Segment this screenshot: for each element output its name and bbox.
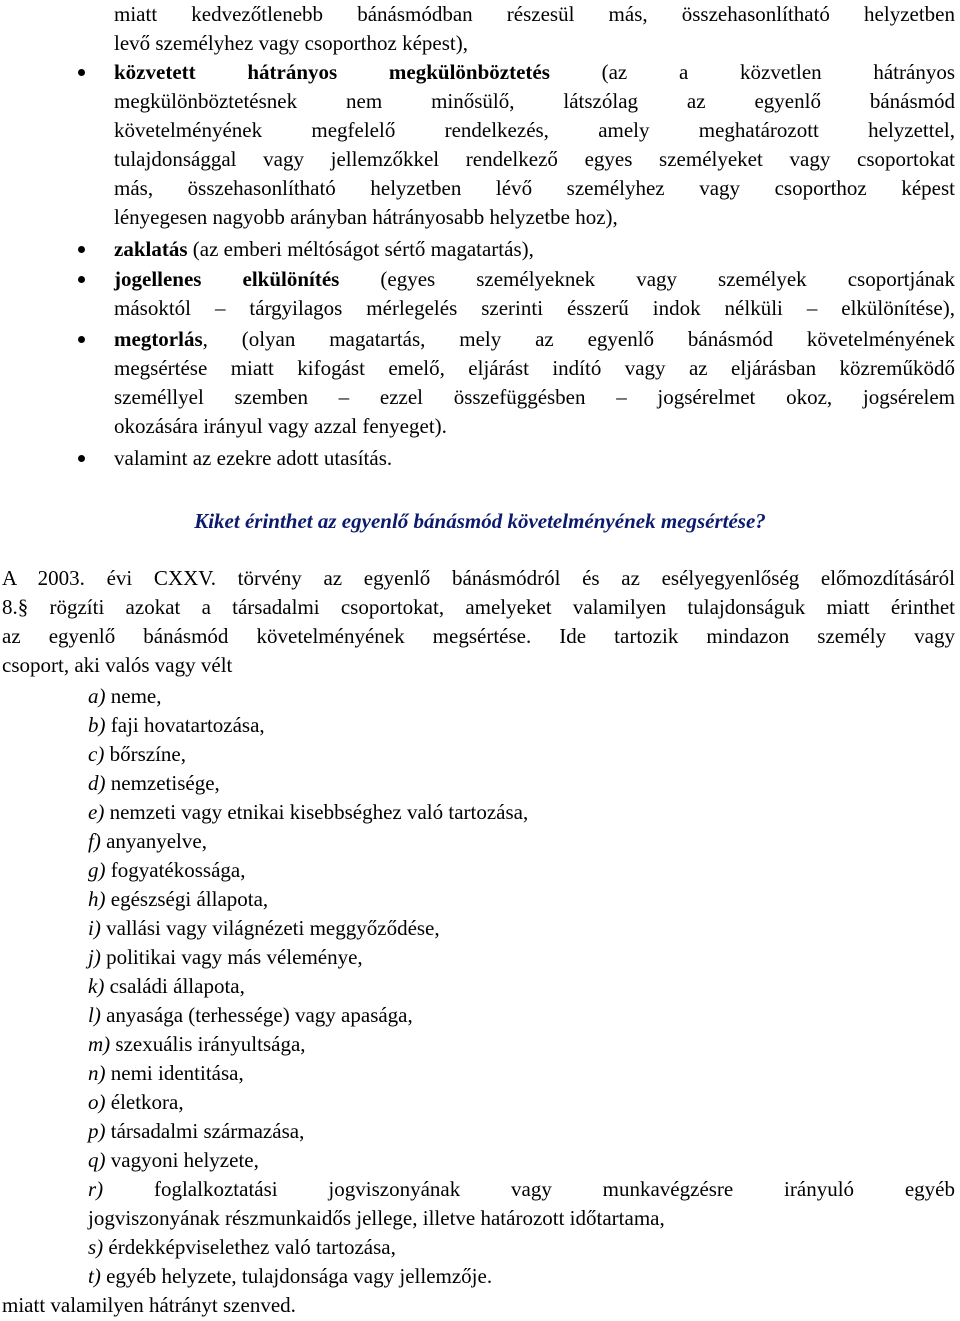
list-item <box>88 682 161 711</box>
list-text: vagyoni helyzete, <box>105 1148 259 1172</box>
bullet-text-line: személlyel szemben – ezzel összefüggésben – jogsérelmet okoz, jogsérelem <box>114 385 955 409</box>
list-text: családi állapota, <box>104 974 245 998</box>
bullet-text-line: megsértése miatt kifogást emelő, eljárást indító vagy az eljárásban közreműködő <box>114 356 955 380</box>
bullet-text-line: másoktól – tárgyilagos mérlegelés szerinti ésszerű indok nélküli – elkülönítése), <box>114 296 955 320</box>
list-item <box>88 1146 259 1175</box>
list-letter: n) <box>88 1061 106 1085</box>
list-text: társadalmi származása, <box>105 1119 305 1143</box>
section-heading: Kiket érinthet az egyenlő bánásmód követelményének megsértése? <box>194 509 766 533</box>
list-text: nemi identitása, <box>105 1061 244 1085</box>
list-text: egyéb helyzete, tulajdonsága vagy jellemzője. <box>100 1264 493 1288</box>
list-text: fogyatékossága, <box>105 858 246 882</box>
list-letter: c) <box>88 742 105 766</box>
list-item <box>88 1233 396 1262</box>
list-item <box>88 1088 184 1117</box>
list-item <box>88 769 220 798</box>
bullet-text-line: tulajdonsággal vagy jellemzőkkel rendelkező egyes személyeket vagy csoportokat <box>114 147 955 171</box>
list-item <box>88 914 440 943</box>
bullet-text: (egyes személyeknek vagy személyek csoportjának <box>339 267 955 291</box>
list-letter: p) <box>88 1119 106 1143</box>
list-item-continuation <box>88 1204 665 1233</box>
list-letter: r) <box>88 1177 104 1201</box>
list-letter: h) <box>88 887 106 911</box>
list-text: anyasága (terhessége) vagy apasága, <box>100 1003 413 1027</box>
list-item <box>88 1117 304 1146</box>
list-letter: d) <box>88 771 106 795</box>
intro-line-2: levő személyhez vagy csoporthoz képest), <box>114 31 468 55</box>
list-letter: b) <box>88 713 106 737</box>
bullet-item-indirect-discrimination <box>114 58 955 87</box>
list-letter: l) <box>88 1003 101 1027</box>
list-letter: q) <box>88 1148 106 1172</box>
bullet-marker <box>78 455 85 462</box>
list-text: nemzeti vagy etnikai kisebbséghez való tartozása, <box>104 800 529 824</box>
paragraph-line: csoport, aki valós vagy vélt <box>2 653 233 677</box>
list-item <box>88 711 265 740</box>
list-item <box>88 740 186 769</box>
bullet-marker <box>78 336 85 343</box>
list-text: bőrszíne, <box>104 742 186 766</box>
list-text: foglalkoztatási jogviszonyának vagy munkavégzésre irányuló egyéb <box>103 1177 955 1201</box>
list-text: jogviszonyának részmunkaidős jellege, illetve határozott időtartama, <box>88 1206 665 1230</box>
bullet-text-line: követelményének megfelelő rendelkezés, amely meghatározott helyzettel, <box>114 118 955 142</box>
bullet-text-line: megkülönböztetésnek nem minősülő, látszólag az egyenlő bánásmód <box>114 89 955 113</box>
list-text: egészségi állapota, <box>105 887 269 911</box>
paragraph-line: az egyenlő bánásmód követelményének megsértése. Ide tartozik mindazon személy vagy <box>2 624 955 648</box>
list-text: neme, <box>105 684 162 708</box>
list-text: faji hovatartozása, <box>105 713 265 737</box>
bullet-item-segregation <box>114 265 955 294</box>
bullet-text-line: lényegesen nagyobb arányban hátrányosabb helyzetbe hoz), <box>114 205 618 229</box>
bullet-marker <box>78 246 85 253</box>
list-letter: m) <box>88 1032 111 1056</box>
list-text: életkora, <box>105 1090 184 1114</box>
bullet-text-line: okozására irányul vagy azzal fenyeget). <box>114 414 447 438</box>
list-letter: o) <box>88 1090 106 1114</box>
paragraph-line: 8.§ rögzíti azokat a társadalmi csoportokat, amelyeket valamilyen tulajdonságuk miatt érinthet <box>2 595 955 619</box>
list-item <box>88 827 207 856</box>
list-item <box>88 1030 306 1059</box>
bullet-text-line: más, összehasonlítható helyzetben lévő személyhez vagy csoporthoz képest <box>114 176 955 200</box>
list-text: nemzetisége, <box>105 771 220 795</box>
list-item <box>88 885 268 914</box>
list-text: vallási vagy világnézeti meggyőződése, <box>100 916 440 940</box>
list-text: anyanyelve, <box>100 829 207 853</box>
bullet-term: zaklatás <box>114 237 188 261</box>
list-item <box>88 1262 492 1291</box>
paragraph-line: A 2003. évi CXXV. törvény az egyenlő bánásmódról és az esélyegyenlőség előmozdításáról <box>2 566 955 590</box>
list-item <box>88 972 245 1001</box>
list-text: politikai vagy más véleménye, <box>100 945 363 969</box>
bullet-text: , (olyan magatartás, mely az egyenlő bánásmód követelményének <box>202 327 955 351</box>
list-letter: f) <box>88 829 101 853</box>
list-text: szexuális irányultsága, <box>110 1032 306 1056</box>
list-text: érdekképviselethez való tartozása, <box>103 1235 396 1259</box>
bullet-marker <box>78 69 85 76</box>
list-letter: i) <box>88 916 101 940</box>
list-letter: g) <box>88 858 106 882</box>
bullet-item-instruction: valamint az ezekre adott utasítás. <box>114 446 393 470</box>
list-item <box>88 856 245 885</box>
bullet-item-harassment <box>114 235 955 264</box>
bullet-text: (az emberi méltóságot sértő magatartás), <box>187 237 534 261</box>
list-letter: t) <box>88 1264 101 1288</box>
list-letter: s) <box>88 1235 104 1259</box>
list-item <box>88 1059 244 1088</box>
list-letter: e) <box>88 800 105 824</box>
bullet-term: közvetett hátrányos megkülönböztetés <box>114 60 550 84</box>
list-item <box>88 1175 955 1204</box>
list-item <box>88 1001 413 1030</box>
bullet-marker <box>78 276 85 283</box>
list-letter: a) <box>88 684 106 708</box>
bullet-text: (az a közvetlen hátrányos <box>549 60 955 84</box>
list-letter: j) <box>88 945 101 969</box>
bullet-term: jogellenes elkülönítés <box>114 267 340 291</box>
list-letter: k) <box>88 974 105 998</box>
intro-line-1: miatt kedvezőtlenebb bánásmódban részesül más, összehasonlítható helyzetben <box>114 2 955 26</box>
bullet-term: megtorlás <box>114 327 203 351</box>
list-item <box>88 943 363 972</box>
bullet-item-retaliation <box>114 325 955 354</box>
closing-line: miatt valamilyen hátrányt szenved. <box>2 1293 296 1317</box>
list-item <box>88 798 528 827</box>
